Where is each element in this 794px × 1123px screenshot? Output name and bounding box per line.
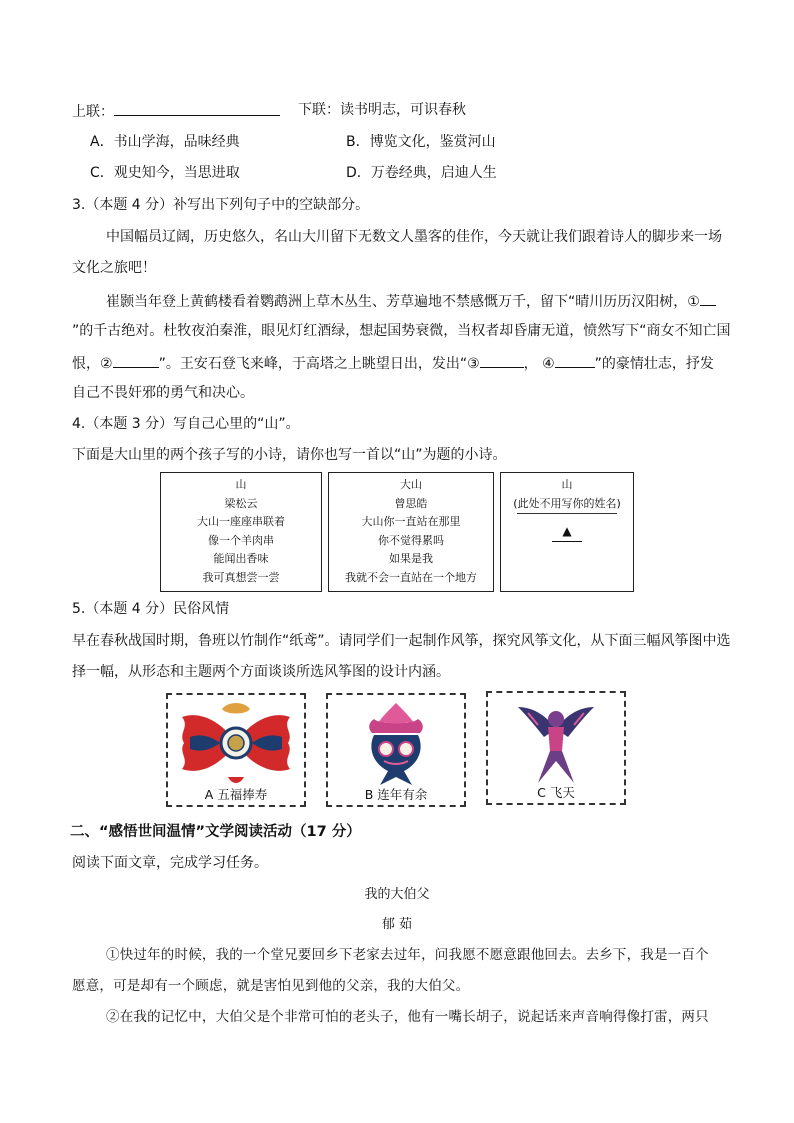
fish-kite-image <box>328 697 464 789</box>
lower-couplet: 下联：读书明志，可识春秋 <box>298 102 466 118</box>
poem-author: 梁松云 <box>224 496 258 510</box>
q3-text: 恨，② <box>72 356 113 372</box>
article-para2-line1: ②在我的记忆中，大伯父是个非常可怕的老头子，他有一嘴长胡子，说起话来声音响得像打雷，两只 <box>106 1009 709 1025</box>
poem-line: 像一个羊肉串 <box>208 533 274 547</box>
poem-line: 如果是我 <box>389 552 433 565</box>
q5-title: 5.（本题 4 分）民俗风情 <box>72 601 230 617</box>
kite-caption-b: B 连年有余 <box>364 787 428 802</box>
kite-caption-c: C 飞天 <box>537 785 575 800</box>
divider <box>517 513 617 514</box>
q4-intro: 下面是大山里的两个孩子写的小诗，请你也写一首以“山”为题的小诗。 <box>72 447 507 463</box>
q3-para2-line1 <box>106 290 716 312</box>
q3-para2-line4: 自己不畏奸邪的勇气和决心。 <box>72 385 254 401</box>
poem-box-2 <box>328 472 494 592</box>
q5-line2: 择一幅，从形态和主题两个方面谈谈所选风筝图的设计内涵。 <box>72 664 450 680</box>
q3-para2-line2: ”的千古绝对。杜牧夜泊秦淮，眼见灯红酒绿，想起国势衰微，当权者却昏庸无道，愤然写下“商女不知亡国 <box>72 323 731 339</box>
poem-line: 我就不会一直站在一个地方 <box>345 570 477 584</box>
bat-kite-image <box>168 697 304 789</box>
upper-couplet-label: 上联： <box>72 104 114 120</box>
poem-box-1 <box>160 472 322 592</box>
swallow-kite-image <box>488 695 624 785</box>
name-note: (此处不用写你的姓名) <box>513 496 621 510</box>
poem-author: 曾思皓 <box>394 496 428 510</box>
q4-title: 4.（本题 3 分）写自己心里的“山”。 <box>72 416 300 432</box>
option-d[interactable]: D．万卷经典，启迪人生 <box>346 165 497 181</box>
blank-2[interactable] <box>113 352 159 368</box>
kite-option-b[interactable] <box>326 693 466 807</box>
kite-option-a[interactable] <box>166 693 306 807</box>
q5-line1: 早在春秋战国时期，鲁班以竹制作“纸鸢”。请同学们一起制作风筝，探究风筝文化，从下面三幅风筝图中选 <box>72 633 731 649</box>
couplet-row <box>72 100 280 122</box>
blank-3[interactable] <box>480 352 524 368</box>
reading-instruction: 阅读下面文章，完成学习任务。 <box>72 855 268 871</box>
section-heading: 二、“感悟世间温情”文学阅读活动（17 分） <box>70 824 361 840</box>
q3-para1-line1: 中国幅员辽阔，历史悠久，名山大川留下无数文人墨客的佳作，今天就让我们跟着诗人的脚步来一场 <box>106 229 722 245</box>
article-para1-line2: 愿意，可是却有一个顾虑，就是害怕见到他的父亲，我的大伯父。 <box>72 978 470 994</box>
poem-line: 你不觉得累吗 <box>378 533 444 547</box>
answer-placeholder[interactable]: ▲ <box>552 522 581 542</box>
blank-1[interactable] <box>700 290 716 306</box>
article-title: 我的大伯父 <box>364 887 430 902</box>
q3-text: 崔颢当年登上黄鹤楼看着鹦鹉洲上草木丛生、芳草遍地不禁感慨万千，留下“晴川历历汉阳树，① <box>106 294 700 310</box>
article-author: 郁 茹 <box>381 917 413 932</box>
poem-line: 大山你一直站在那里 <box>361 515 461 528</box>
kite-caption-a: A 五福捧寿 <box>204 787 268 802</box>
q3-text: ”的豪情壮志，抒发 <box>594 356 714 372</box>
q3-text: ”。王安石登飞来峰，于高塔之上眺望日出，发出“③ <box>158 356 480 372</box>
article-para1-line1: ①快过年的时候，我的一个堂兄要回乡下老家去过年，问我愿不愿意跟他回去。去乡下，我是一百个 <box>106 947 709 963</box>
poem-line: 能闻出香味 <box>213 552 269 565</box>
option-b[interactable]: B．博览文化，鉴赏河山 <box>346 134 496 150</box>
q3-para1-line2: 文化之旅吧！ <box>72 260 156 276</box>
q3-text: ， ④ <box>523 356 555 372</box>
poem-line: 我可真想尝一尝 <box>202 570 280 584</box>
upper-couplet-blank[interactable] <box>114 100 280 116</box>
poem-title: 山 <box>561 478 573 491</box>
kite-option-c[interactable] <box>486 691 626 805</box>
blank-4[interactable] <box>555 352 595 368</box>
poem-box-3[interactable] <box>500 472 634 592</box>
poem-title: 大山 <box>400 478 422 491</box>
poem-title: 山 <box>235 478 247 491</box>
option-a[interactable]: A．书山学海，品味经典 <box>90 134 240 150</box>
q3-para2-line3 <box>72 352 714 374</box>
q3-title: 3.（本题 4 分）补写出下列句子中的空缺部分。 <box>72 197 370 213</box>
poem-line: 大山一座座串联着 <box>197 515 285 528</box>
option-c[interactable]: C．观史知今，当思进取 <box>90 165 240 181</box>
